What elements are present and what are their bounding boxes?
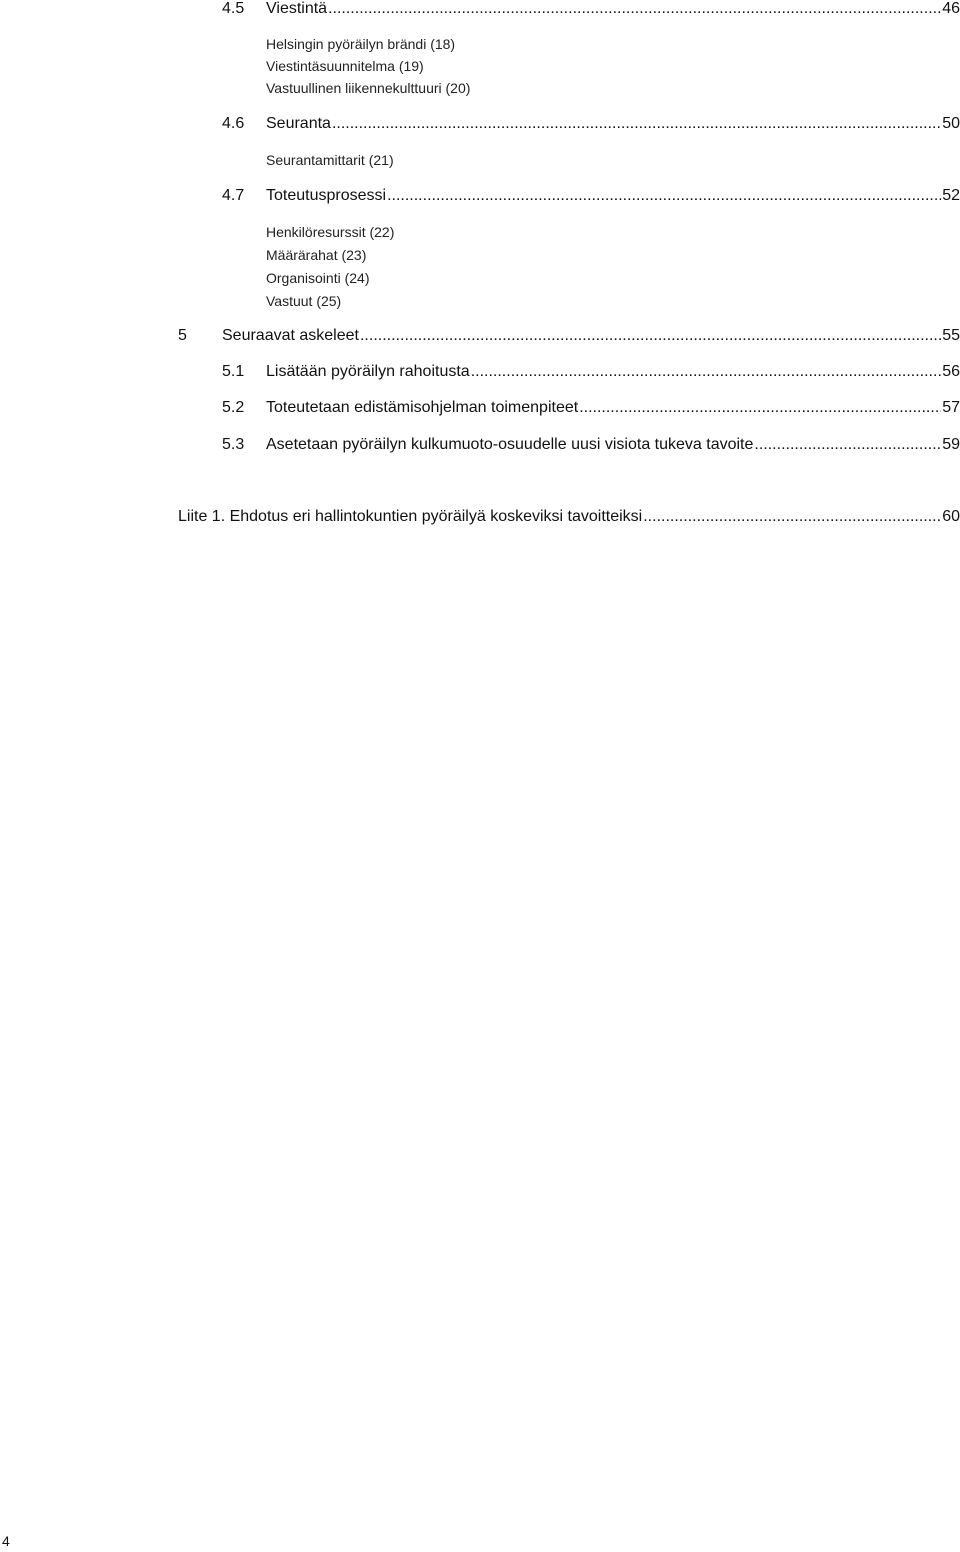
toc-title: Seuraavat askeleet bbox=[222, 327, 359, 344]
toc-page: 60 bbox=[942, 508, 960, 525]
toc-leader bbox=[360, 327, 941, 345]
toc-number: 4.6 bbox=[222, 115, 245, 132]
toc-leader bbox=[471, 363, 942, 381]
toc-number: 5.1 bbox=[222, 363, 245, 380]
toc-page: 57 bbox=[942, 399, 960, 416]
toc-entry-5[interactable] bbox=[178, 327, 960, 345]
toc-number: 5 bbox=[178, 327, 187, 344]
toc-leader bbox=[332, 115, 941, 133]
toc-leader bbox=[387, 187, 941, 205]
toc-entry-4-6[interactable] bbox=[222, 115, 960, 133]
toc-subitem: Määrärahat (23) bbox=[266, 247, 367, 263]
toc-number: 5.3 bbox=[222, 436, 245, 453]
toc-number: 4.5 bbox=[222, 0, 245, 17]
toc-entry-liite-1[interactable] bbox=[178, 508, 960, 526]
toc-entry-4-5[interactable] bbox=[222, 0, 960, 18]
toc-number: 4.7 bbox=[222, 187, 245, 204]
toc-page: 59 bbox=[942, 436, 960, 453]
toc-number: 5.2 bbox=[222, 399, 245, 416]
toc-page: 52 bbox=[942, 187, 960, 204]
toc-entry-5-3[interactable] bbox=[222, 436, 960, 454]
toc-subitem: Henkilöresurssit (22) bbox=[266, 224, 395, 240]
toc-title: Seuranta bbox=[266, 115, 331, 132]
toc-subitem: Viestintäsuunnitelma (19) bbox=[266, 58, 424, 74]
toc-title: Viestintä bbox=[266, 0, 328, 17]
toc-subitem: Vastuullinen liikennekulttuuri (20) bbox=[266, 80, 471, 96]
toc-subitem: Organisointi (24) bbox=[266, 270, 370, 286]
toc-subitem: Vastuut (25) bbox=[266, 293, 342, 309]
toc-title: Lisätään pyöräilyn rahoitusta bbox=[266, 363, 470, 380]
toc-title: Toteutetaan edistämisohjelman toimenpiteet bbox=[266, 399, 579, 416]
toc-page: 56 bbox=[942, 363, 960, 380]
toc-leader bbox=[754, 436, 941, 454]
toc-subitem: Helsingin pyöräilyn brändi (18) bbox=[266, 36, 456, 52]
toc-title: Asetetaan pyöräilyn kulkumuoto-osuudelle uusi visiota tukeva tavoite bbox=[266, 436, 754, 453]
toc-page: 46 bbox=[942, 0, 960, 17]
toc-entry-5-2[interactable] bbox=[222, 399, 960, 417]
toc-subitem: Seurantamittarit (21) bbox=[266, 152, 394, 168]
toc-entry-4-7[interactable] bbox=[222, 187, 960, 205]
page-number: 4 bbox=[2, 1533, 10, 1549]
toc-title: Toteutusprosessi bbox=[266, 187, 387, 204]
toc-leader bbox=[328, 0, 941, 18]
toc-page: 55 bbox=[942, 327, 960, 344]
toc-leader bbox=[579, 399, 941, 417]
toc-entry-5-1[interactable] bbox=[222, 363, 960, 381]
toc-leader bbox=[643, 508, 941, 526]
toc-title: Liite 1. Ehdotus eri hallintokuntien pyöräilyä koskeviksi tavoitteiksi bbox=[178, 508, 643, 525]
toc-page: 50 bbox=[942, 115, 960, 132]
